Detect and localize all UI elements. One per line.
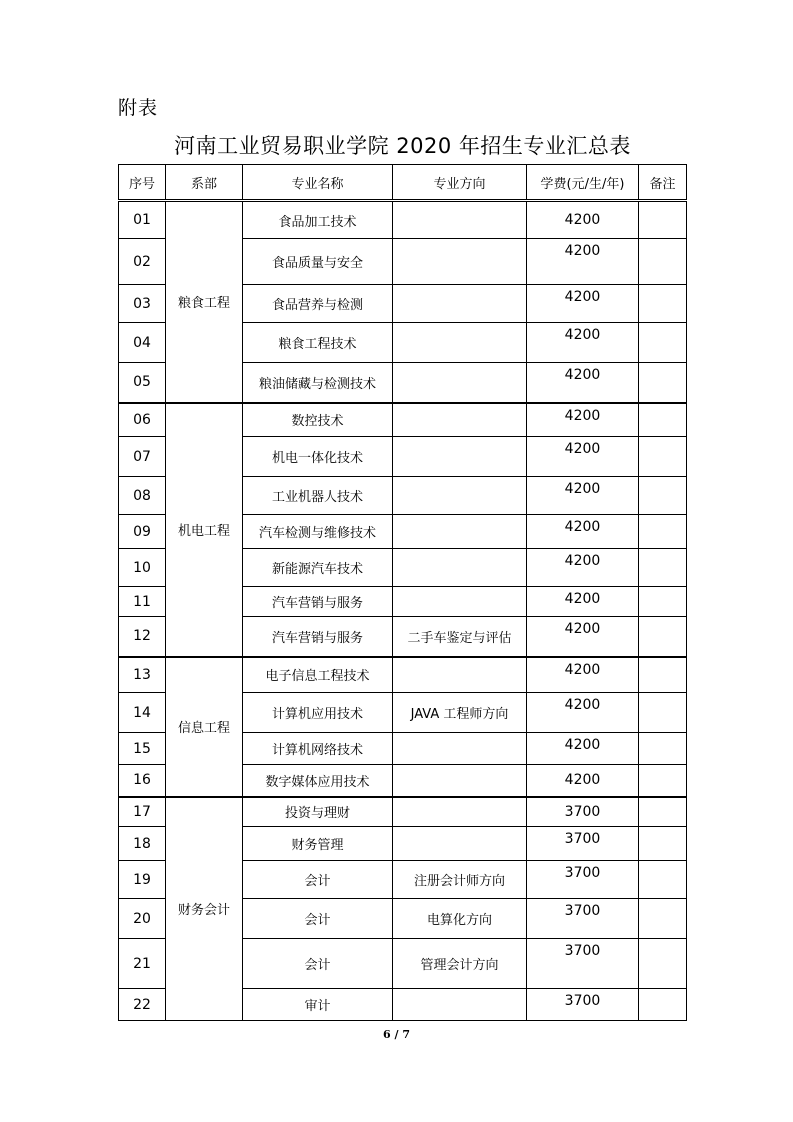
- row-index: 01: [119, 201, 166, 239]
- fee-cell: 3700: [527, 899, 639, 939]
- row-index: 16: [119, 765, 166, 797]
- note-cell: [639, 515, 687, 549]
- major-cell: 计算机应用技术: [243, 693, 393, 733]
- note-cell: [639, 797, 687, 827]
- fee-cell: 4200: [527, 477, 639, 515]
- department-cell: 信息工程: [166, 657, 243, 797]
- row-index: 11: [119, 587, 166, 617]
- header-index: 序号: [119, 165, 166, 201]
- fee-cell: 4200: [527, 587, 639, 617]
- note-cell: [639, 587, 687, 617]
- direction-cell: [393, 363, 527, 403]
- header-direction: 专业方向: [393, 165, 527, 201]
- row-index: 15: [119, 733, 166, 765]
- direction-cell: [393, 285, 527, 323]
- fee-cell: 4200: [527, 549, 639, 587]
- row-index: 02: [119, 239, 166, 285]
- major-cell: 粮食工程技术: [243, 323, 393, 363]
- header-major: 专业名称: [243, 165, 393, 201]
- note-cell: [639, 827, 687, 861]
- note-cell: [639, 899, 687, 939]
- note-cell: [639, 733, 687, 765]
- fee-cell: 3700: [527, 797, 639, 827]
- major-cell: 会计: [243, 939, 393, 989]
- major-cell: 汽车检测与维修技术: [243, 515, 393, 549]
- fee-cell: 3700: [527, 939, 639, 989]
- row-index: 12: [119, 617, 166, 657]
- row-index: 18: [119, 827, 166, 861]
- row-index: 05: [119, 363, 166, 403]
- direction-cell: [393, 797, 527, 827]
- page-number: 6 / 7: [383, 1028, 410, 1041]
- fee-cell: 4200: [527, 363, 639, 403]
- fee-cell: 4200: [527, 693, 639, 733]
- row-index: 10: [119, 549, 166, 587]
- fee-cell: 4200: [527, 515, 639, 549]
- header-note: 备注: [639, 165, 687, 201]
- major-cell: 数字媒体应用技术: [243, 765, 393, 797]
- major-cell: 汽车营销与服务: [243, 617, 393, 657]
- note-cell: [639, 201, 687, 239]
- fee-cell: 3700: [527, 827, 639, 861]
- fee-cell: 4200: [527, 617, 639, 657]
- direction-cell: [393, 733, 527, 765]
- table-header-row: [119, 165, 687, 201]
- direction-cell: [393, 201, 527, 239]
- major-cell: 会计: [243, 899, 393, 939]
- major-cell: 工业机器人技术: [243, 477, 393, 515]
- major-cell: 食品加工技术: [243, 201, 393, 239]
- direction-cell: [393, 239, 527, 285]
- major-cell: 计算机网络技术: [243, 733, 393, 765]
- fee-cell: 4200: [527, 201, 639, 239]
- note-cell: [639, 939, 687, 989]
- note-cell: [639, 363, 687, 403]
- direction-cell: [393, 437, 527, 477]
- major-cell: 财务管理: [243, 827, 393, 861]
- row-index: 13: [119, 657, 166, 693]
- direction-cell: 注册会计师方向: [393, 861, 527, 899]
- direction-cell: [393, 403, 527, 437]
- row-index: 22: [119, 989, 166, 1021]
- table-row: [119, 797, 687, 827]
- row-index: 09: [119, 515, 166, 549]
- row-index: 06: [119, 403, 166, 437]
- table-row: [119, 657, 687, 693]
- row-index: 20: [119, 899, 166, 939]
- direction-cell: [393, 827, 527, 861]
- direction-cell: JAVA 工程师方向: [393, 693, 527, 733]
- direction-cell: [393, 323, 527, 363]
- fee-cell: 4200: [527, 285, 639, 323]
- header-fee: 学费(元/生/年): [527, 165, 639, 201]
- row-index: 07: [119, 437, 166, 477]
- direction-cell: [393, 477, 527, 515]
- direction-cell: [393, 549, 527, 587]
- note-cell: [639, 239, 687, 285]
- row-index: 04: [119, 323, 166, 363]
- major-cell: 审计: [243, 989, 393, 1021]
- major-cell: 会计: [243, 861, 393, 899]
- page-title: 河南工业贸易职业学院 2020 年招生专业汇总表: [174, 134, 631, 158]
- direction-cell: [393, 587, 527, 617]
- department-cell: 粮食工程: [166, 201, 243, 403]
- direction-cell: [393, 657, 527, 693]
- major-cell: 机电一体化技术: [243, 437, 393, 477]
- major-cell: 投资与理财: [243, 797, 393, 827]
- fee-cell: 4200: [527, 437, 639, 477]
- major-cell: 电子信息工程技术: [243, 657, 393, 693]
- appendix-label: 附表: [118, 97, 159, 119]
- note-cell: [639, 477, 687, 515]
- fee-cell: 4200: [527, 657, 639, 693]
- row-index: 19: [119, 861, 166, 899]
- note-cell: [639, 861, 687, 899]
- major-cell: 食品质量与安全: [243, 239, 393, 285]
- row-index: 21: [119, 939, 166, 989]
- department-cell: 机电工程: [166, 403, 243, 657]
- major-cell: 食品营养与检测: [243, 285, 393, 323]
- majors-table: [118, 164, 687, 1021]
- direction-cell: [393, 989, 527, 1021]
- note-cell: [639, 693, 687, 733]
- major-cell: 新能源汽车技术: [243, 549, 393, 587]
- fee-cell: 4200: [527, 323, 639, 363]
- fee-cell: 4200: [527, 239, 639, 285]
- direction-cell: 管理会计方向: [393, 939, 527, 989]
- table-row: [119, 201, 687, 239]
- fee-cell: 3700: [527, 861, 639, 899]
- note-cell: [639, 989, 687, 1021]
- note-cell: [639, 437, 687, 477]
- major-cell: 数控技术: [243, 403, 393, 437]
- major-cell: 粮油储藏与检测技术: [243, 363, 393, 403]
- note-cell: [639, 765, 687, 797]
- fee-cell: 4200: [527, 765, 639, 797]
- row-index: 08: [119, 477, 166, 515]
- note-cell: [639, 657, 687, 693]
- direction-cell: 电算化方向: [393, 899, 527, 939]
- row-index: 17: [119, 797, 166, 827]
- direction-cell: [393, 515, 527, 549]
- note-cell: [639, 285, 687, 323]
- table-row: [119, 403, 687, 437]
- header-department: 系部: [166, 165, 243, 201]
- note-cell: [639, 617, 687, 657]
- major-cell: 汽车营销与服务: [243, 587, 393, 617]
- note-cell: [639, 549, 687, 587]
- direction-cell: [393, 765, 527, 797]
- department-cell: 财务会计: [166, 797, 243, 1021]
- note-cell: [639, 323, 687, 363]
- fee-cell: 4200: [527, 733, 639, 765]
- fee-cell: 4200: [527, 403, 639, 437]
- row-index: 03: [119, 285, 166, 323]
- note-cell: [639, 403, 687, 437]
- direction-cell: 二手车鉴定与评估: [393, 617, 527, 657]
- fee-cell: 3700: [527, 989, 639, 1021]
- row-index: 14: [119, 693, 166, 733]
